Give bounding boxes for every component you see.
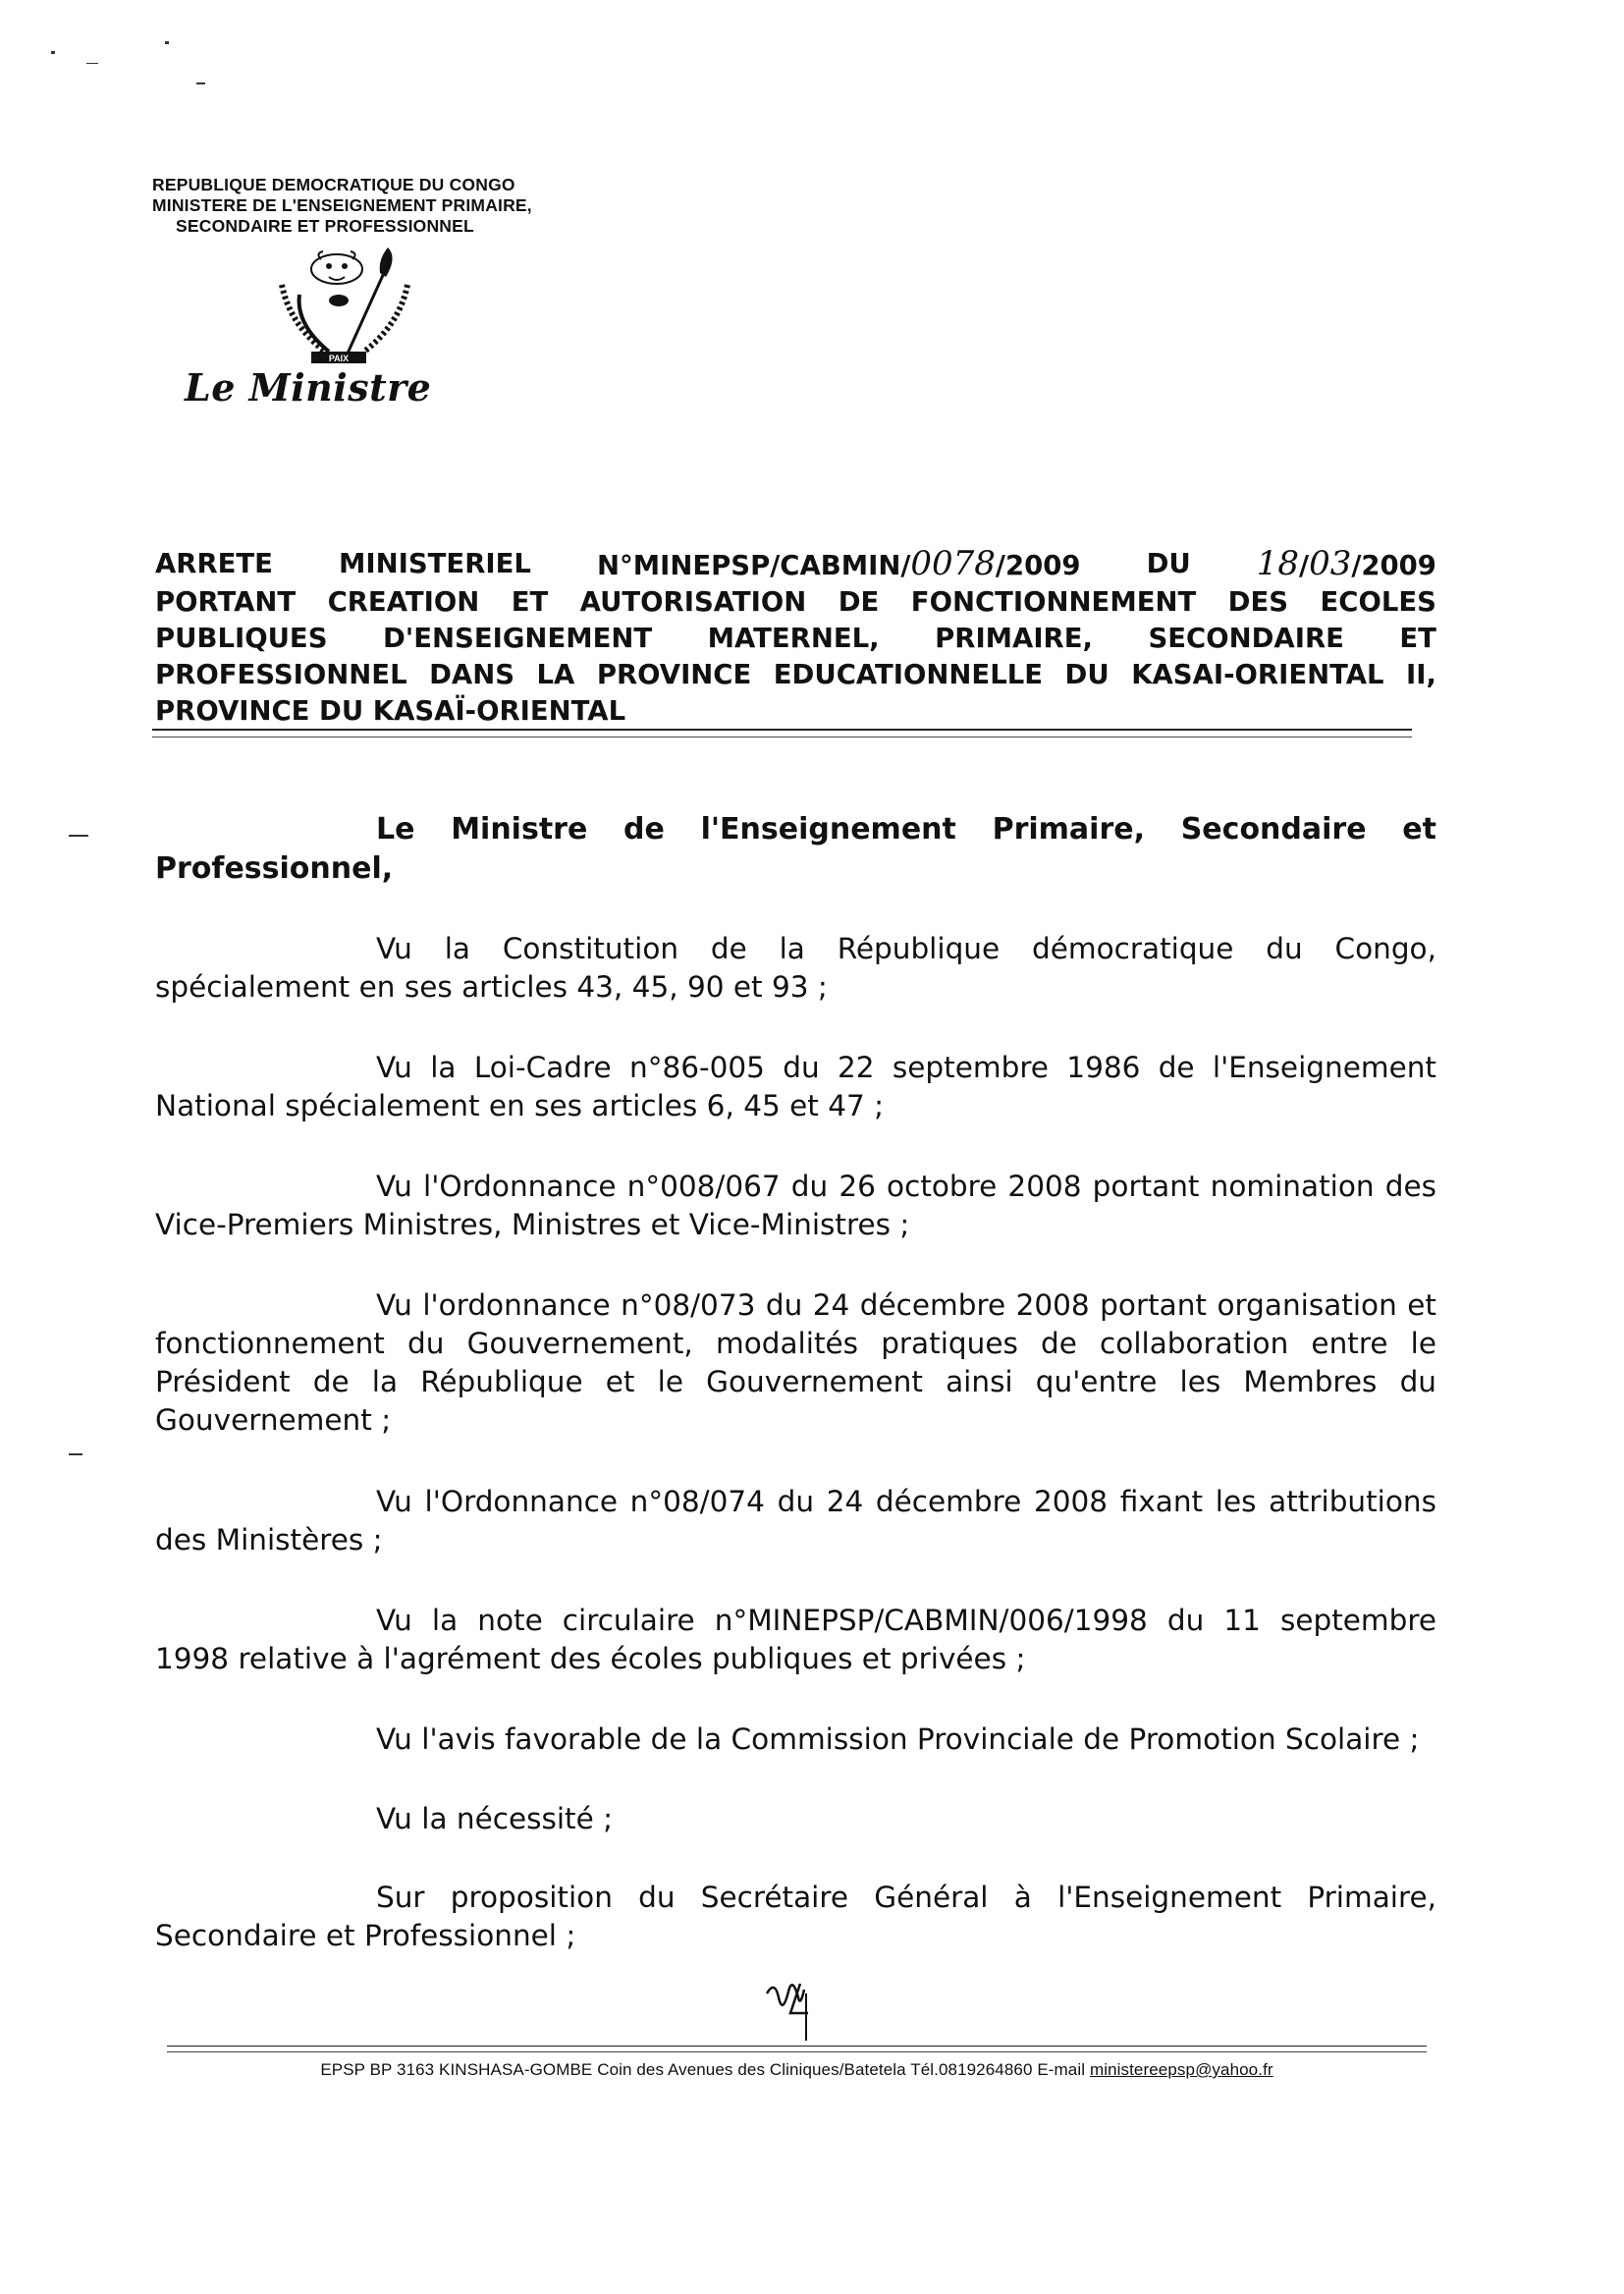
title-word: ECOLES — [1320, 586, 1436, 618]
title-word: MINISTERIEL — [339, 548, 531, 579]
recital-constitution: Vu la Constitution de la République démocratique du Congo, spécialement en ses articles 43, 45, 90 et 93 ; — [155, 932, 1436, 1004]
heading-word: Le — [376, 812, 415, 847]
minister-heading-line1 — [155, 810, 1436, 849]
minister-heading — [155, 810, 1436, 889]
decree-date — [1257, 546, 1436, 584]
heading-word: Ministre — [451, 812, 588, 847]
recital-necessite: Vu la nécessité ; — [376, 1802, 614, 1835]
letterhead — [152, 175, 604, 237]
minister-heading-line2: Professionnel, — [155, 851, 394, 886]
heading-word: de — [623, 812, 665, 847]
title-word: PROFESSIONNEL — [155, 659, 407, 690]
title-word: SECONDAIRE — [1148, 623, 1344, 654]
title-word: CREATION — [327, 586, 480, 618]
title-word: KASAI-ORIENTAL — [1131, 659, 1384, 690]
scan-speck — [86, 63, 98, 64]
title-underline — [152, 729, 1412, 731]
scan-speck — [196, 82, 205, 84]
title-line — [155, 693, 1436, 730]
title-word: ET — [1399, 623, 1436, 654]
footer-rule — [167, 2046, 1427, 2047]
decree-number-prefix: N°MINEPSP/CABMIN/ — [596, 550, 911, 581]
title-word: PUBLIQUES — [155, 623, 328, 654]
decree-number — [597, 546, 1081, 584]
title-line — [155, 621, 1436, 657]
scan-speck — [69, 1453, 82, 1455]
recital-note-circulaire: Vu la note circulaire n°MINEPSP/CABMIN/006/1998 du 11 septembre 1998 relative à l'agrément des écoles publiques et privées ; — [155, 1604, 1436, 1675]
title-word: ARRETE — [155, 548, 273, 579]
title-word: LA — [536, 659, 575, 690]
footer-rules — [167, 2046, 1427, 2052]
title-line — [155, 657, 1436, 693]
title-word: PORTANT — [155, 586, 297, 618]
title-line — [155, 546, 1436, 584]
heading-word: Secondaire — [1180, 812, 1367, 847]
handwritten-day: 18 — [1256, 544, 1300, 583]
minister-signature-title: Le Ministre — [185, 365, 432, 410]
title-line — [155, 584, 1436, 621]
title-word: DU — [1146, 548, 1191, 579]
letterhead-ministry-cont: SECONDAIRE ET PROFESSIONNEL — [176, 216, 474, 236]
heading-word: Primaire, — [992, 812, 1145, 847]
recital-ordonnance-067: Vu l'Ordonnance n°008/067 du 26 octobre 2008 portant nomination des Vice-Premiers Ministres, Ministres et Vice-Ministres ; — [155, 1170, 1436, 1241]
scan-speck — [69, 835, 88, 837]
recital-avis-favorable: Vu l'avis favorable de la Commission Provinciale de Promotion Scolaire ; — [376, 1722, 1420, 1756]
coat-of-arms-icon — [260, 240, 427, 372]
decree-body-heading — [155, 810, 1436, 889]
title-word: DANS — [429, 659, 515, 690]
handwritten-initials-icon — [761, 1974, 830, 2045]
footer-email: ministereepsp@yahoo.fr — [1089, 2060, 1273, 2079]
title-word: ET — [511, 586, 549, 618]
title-word: DU — [1064, 659, 1110, 690]
scan-speck — [51, 51, 55, 54]
scan-speck — [165, 41, 169, 44]
title-word: MATERNEL, — [707, 623, 880, 654]
title-word: FONCTIONNEMENT — [910, 586, 1197, 618]
title-word: PRIMAIRE, — [935, 623, 1093, 654]
title-word: AUTORISATION — [579, 586, 807, 618]
footer-address — [167, 2060, 1427, 2080]
decree-title — [155, 546, 1436, 730]
title-last-line: PROVINCE DU KASAÏ-ORIENTAL — [155, 695, 626, 727]
title-word: II, — [1406, 659, 1436, 690]
date-year: /2009 — [1351, 550, 1436, 581]
date-separator: / — [1299, 550, 1310, 581]
recital-loi-cadre: Vu la Loi-Cadre n°86-005 du 22 septembre 1986 de l'Enseignement National spécialement en ses articles 6, 45 et 47 ; — [155, 1051, 1436, 1122]
heading-word: et — [1402, 812, 1436, 847]
recital-proposition: Sur proposition du Secrétaire Général à l'Enseignement Primaire, Secondaire et Professionnel ; — [155, 1881, 1436, 1952]
recital-ordonnance-073: Vu l'ordonnance n°08/073 du 24 décembre 2008 portant organisation et fonctionnement du Gouvernement, modalités pratiques de collaboration entre le Président de la République et le Gouvernement ainsi qu'entre les Membres du Gouvernement ; — [155, 1288, 1436, 1437]
title-word: DES — [1227, 586, 1289, 618]
handwritten-month: 03 — [1309, 544, 1352, 583]
title-word: D'ENSEIGNEMENT — [382, 623, 653, 654]
title-word: EDUCATIONNELLE — [773, 659, 1044, 690]
title-word: PROVINCE — [596, 659, 752, 690]
letterhead-ministry: MINISTERE DE L'ENSEIGNEMENT PRIMAIRE, — [152, 195, 532, 215]
handwritten-decree-number: 0078 — [910, 544, 996, 583]
letterhead-country: REPUBLIQUE DEMOCRATIQUE DU CONGO — [152, 175, 515, 194]
svg-text:PAIX: PAIX — [328, 354, 350, 363]
heading-word: l'Enseignement — [700, 812, 956, 847]
footer-text: EPSP BP 3163 KINSHASA-GOMBE Coin des Avenues des Cliniques/Batetela Tél.0819264860 E-mail — [320, 2060, 1090, 2079]
footer-rule-double — [167, 2051, 1427, 2052]
title-word: DE — [838, 586, 880, 618]
decree-year: /2009 — [995, 550, 1081, 581]
recital-ordonnance-074: Vu l'Ordonnance n°08/074 du 24 décembre 2008 fixant les attributions des Ministères ; — [155, 1485, 1436, 1557]
